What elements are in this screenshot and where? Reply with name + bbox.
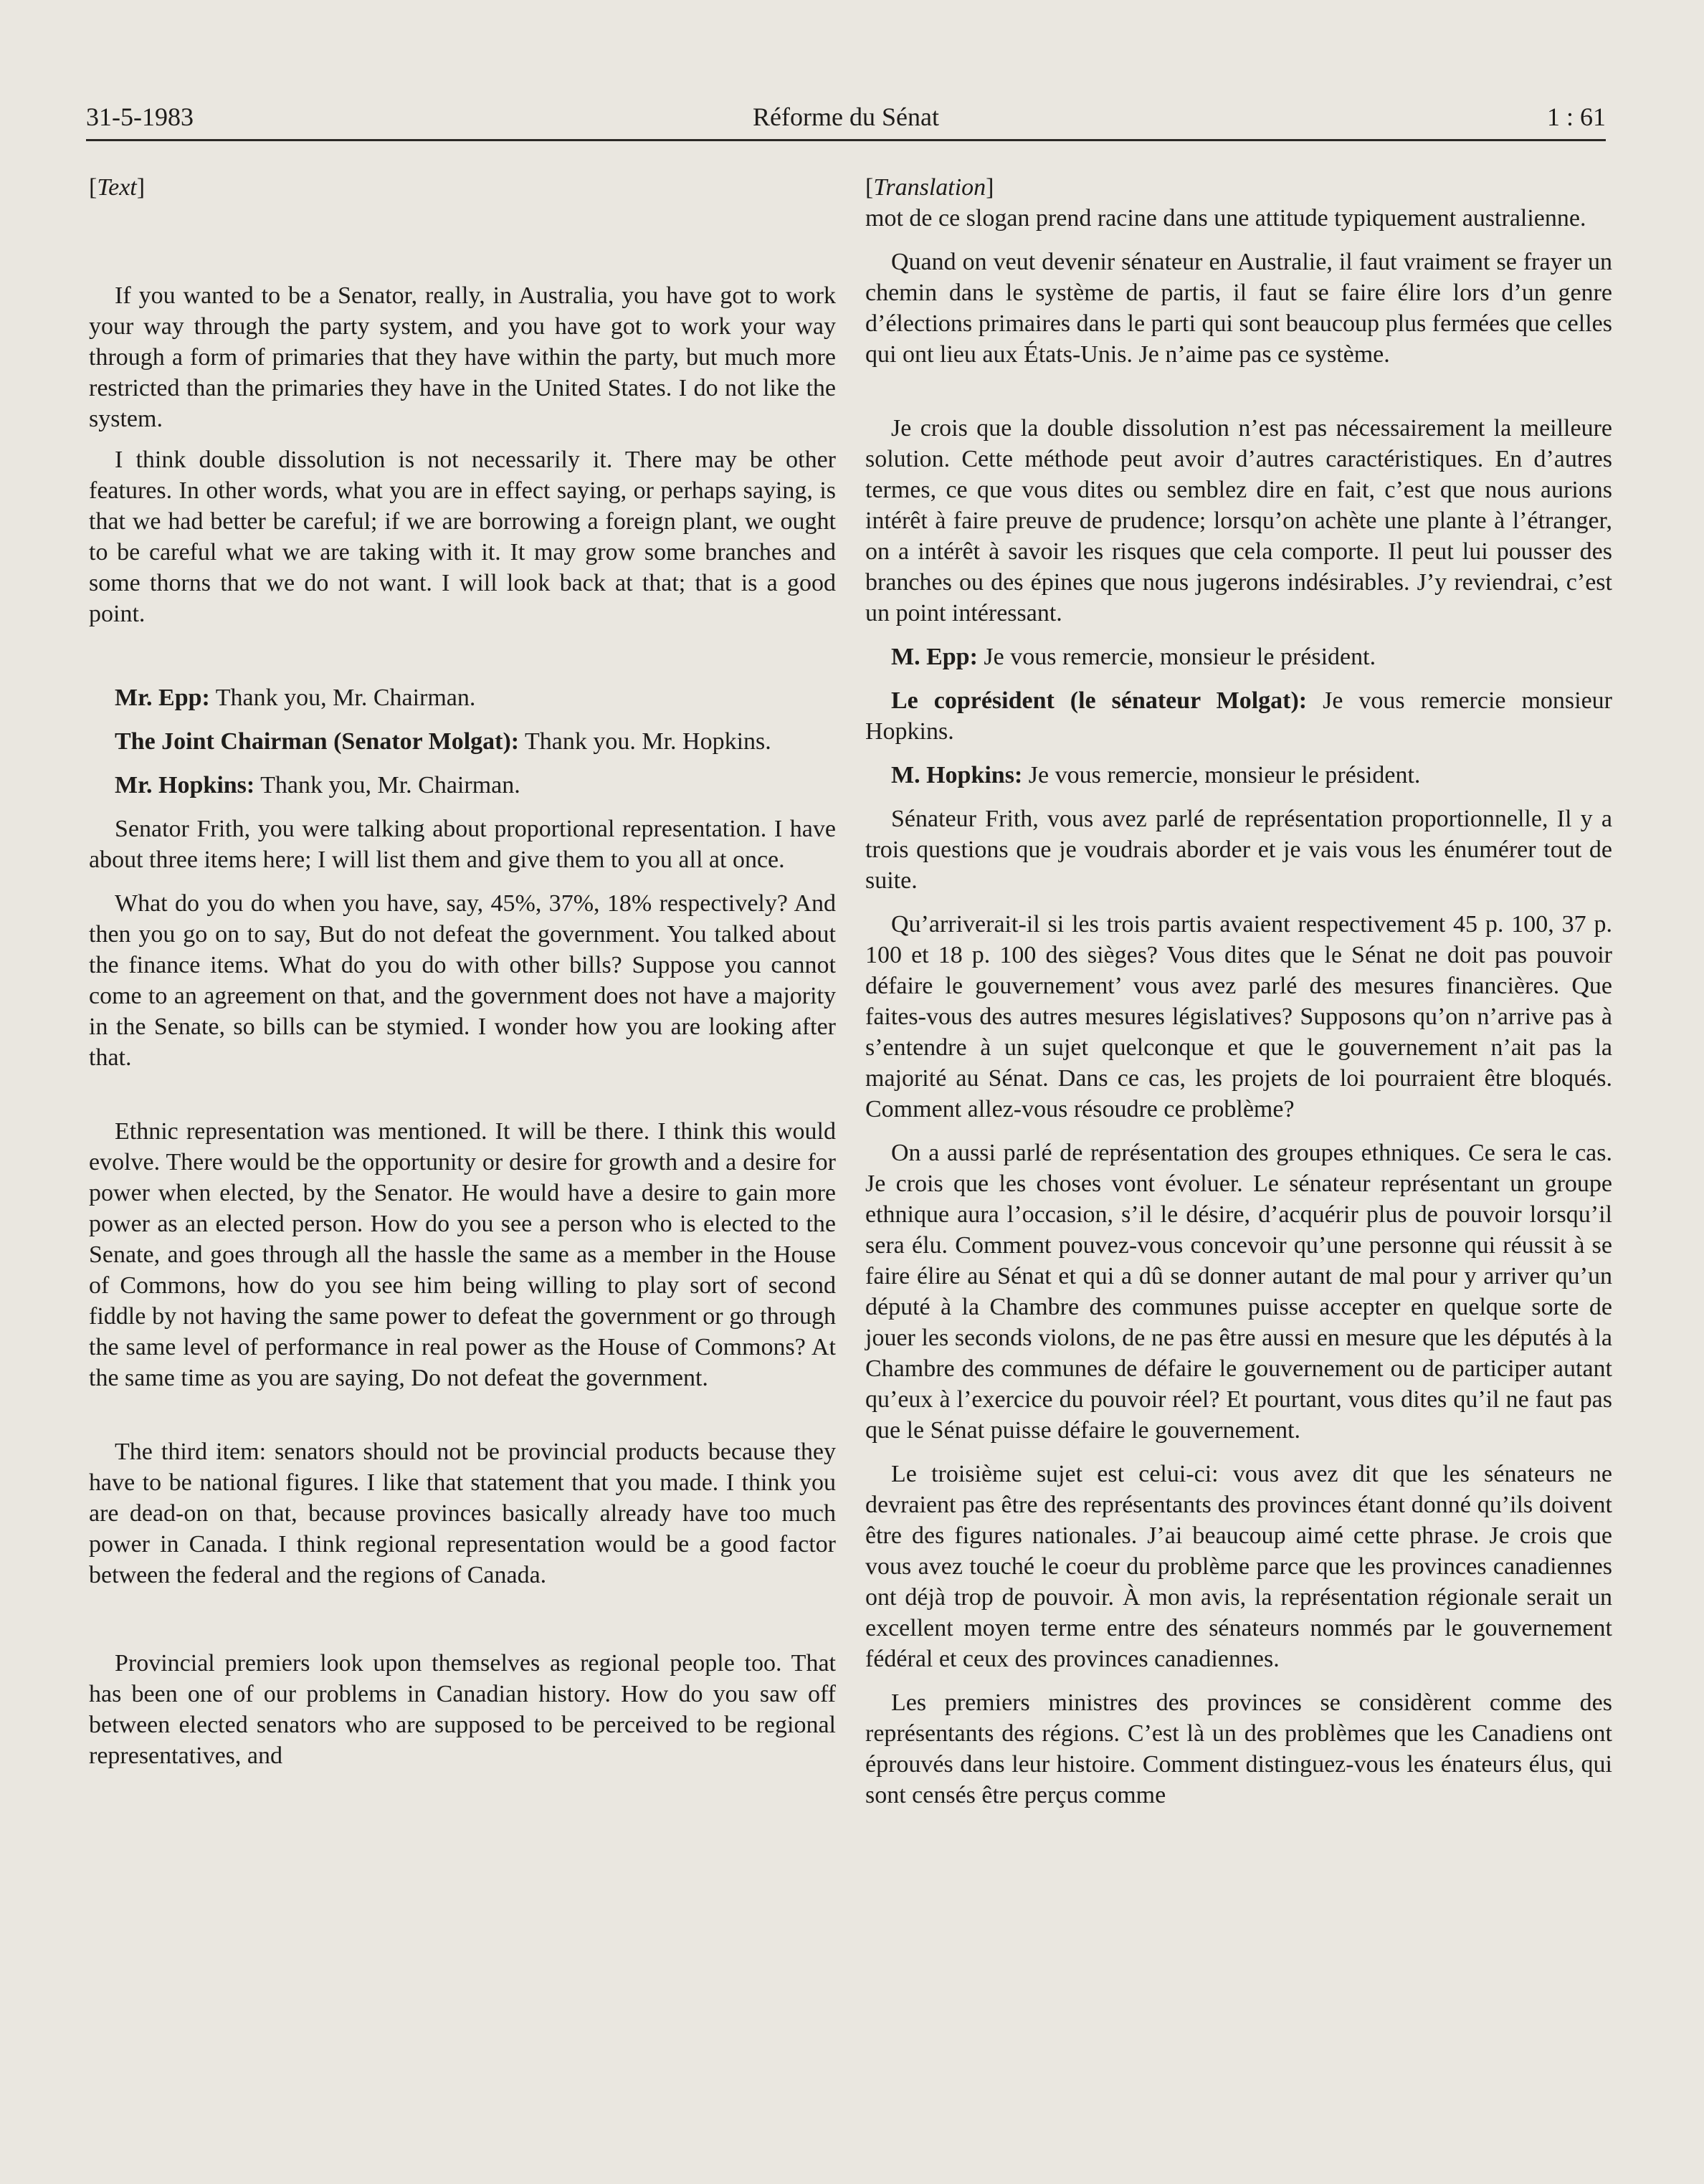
fr-continuation: mot de ce slogan prend racine dans une attitude typiquement australienne. [865,205,1586,232]
en-speech-chair: The Joint Chairman (Senator Molgat): Thank you. Mr. Hopkins. [115,728,771,755]
fr-speech-hopkins: M. Hopkins: Je vous remercie, monsieur le président. [891,762,1421,788]
fr-paragraph: Quand on veut devenir sénateur en Australie, il faut vraiment se frayer un chemin dans le système de partis, il faut se faire élire lors d’un genre d’élections primaires dans le parti qui sont beaucoup plus fermées que celles qui ont lieu aux États-Unis. Je n’aime pas ce système. [865,249,1612,368]
speaker-name: Le coprésident (le sénateur Molgat): [891,687,1308,714]
en-paragraph: Senator Frith, you were talking about proportional representation. I have about three items here; I will list them and give them to you all at once. [89,816,836,873]
en-paragraph: I think double dissolution is not necessarily it. There may be other features. In other words, what you are in effect saying, or perhaps saying, is that we had better be careful; if we are borrowing a foreign plant, we ought to be careful what we are taking with it. It may grow some branches and some thorns that we do not want. I will look back at that; that is a good point. [89,447,836,627]
en-paragraph: The third item: senators should not be provincial products because they have to be national figures. I like that statement that you made. I think you are dead-on on that, because provinces basically already have too much power in Canada. I think regional representation would be a good factor between the federal and the regions of Canada. [89,1439,836,1588]
header-date: 31-5-1983 [86,102,194,131]
text-label: [Text] [89,174,146,201]
speaker-name: M. Hopkins: [891,762,1023,788]
fr-paragraph: Je crois que la double dissolution n’est pas nécessairement la meilleure solution. Cette méthode peut avoir d’autres caractéristiques. En d’autres termes, ce que vous dites ou semblez dire en fait, c’est que nous aurions intérêt à faire preuve de prudence; lorsqu’on achète une plante à l’étranger, on a intérêt à savoir les risques que cela comporte. Il peut lui pousser des branches ou des épines que nous jugerons indésirables. J’y reviendrai, c’est un point intéressant. [865,415,1612,626]
header-rule [86,139,1606,141]
page-header [86,102,1606,139]
fr-paragraph: On a aussi parlé de représentation des groupes ethniques. Ce sera le cas. Je crois que les choses vont évoluer. Le sénateur représentant un groupe ethnique aura l’occasion, s’il le désire, d’acquérir plus de pouvoir lorsqu’il sera élu. Comment pouvez-vous concevoir qu’une personne qui réussit à se faire élire au Sénat et qui a dû se donner autant de mal pour y arriver qu’un député à la Chambre des communes puisse accepter en quelque sorte de jouer les seconds violons, de ne pas être aussi en mesure que les députés à la Chambre des communes de défaire le gouvernement ou de participer autant qu’eux à l’exercice du pouvoir réel? Et pourtant, vous dites qu’il ne faut pas que le Sénat puisse défaire le gouvernement. [865,1140,1612,1444]
speaker-name: The Joint Chairman (Senator Molgat): [115,728,520,755]
speaker-name: Mr. Epp: [115,685,210,711]
fr-speech-chair: Le coprésident (le sénateur Molgat): Je vous remercie monsieur Hopkins. [865,687,1612,745]
header-page-number: 1 : 61 [1546,102,1606,131]
speaker-name: M. Epp: [891,644,978,670]
en-paragraph: Provincial premiers look upon themselves as regional people too. That has been one of our problems in Canadian history. How do you saw off between elected senators who are supposed to be perceived to be regional representatives, and [89,1650,836,1769]
fr-paragraph: Sénateur Frith, vous avez parlé de représentation proportionnelle, Il y a trois questions que je voudrais aborder et je vais vous les énumérer tout de suite. [865,806,1612,894]
header-title: Réforme du Sénat [753,102,939,131]
fr-paragraph: Les premiers ministres des provinces se considèrent comme des représentants des régions. C’est là un des problèmes que les Canadiens ont éprouvés dans leur histoire. Comment distinguez-vous les énateurs élus, qui sont censés être perçus comme [865,1689,1612,1808]
fr-paragraph: Qu’arriverait-il si les trois partis avaient respectivement 45 p. 100, 37 p. 100 et 18 p. 100 des sièges? Vous dites que le Sénat ne doit pas pouvoir défaire le gouvernement’ vous avez parlé des mesures financières. Que faites-vous des autres mesures législatives? Supposons qu’on n’arrive pas à s’entendre à un sujet quelconque et que le gouvernement n’ait pas la majorité au Sénat. Dans ce cas, les projets de loi pourraient être bloqués. Comment allez-vous résoudre ce problème? [865,911,1612,1122]
french-column [865,172,1612,1811]
fr-speech-epp: M. Epp: Je vous remercie, monsieur le président. [891,644,1376,670]
en-speech-epp: Mr. Epp: Thank you, Mr. Chairman. [115,685,476,711]
fr-paragraph: Le troisième sujet est celui-ci: vous avez dit que les sénateurs ne devraient pas être des représentants des provinces étant donné qu’ils doivent être des figures nationales. J’ai beaucoup aimé cette phrase. Je crois que vous avez touché le coeur du problème parce que les provinces canadiennes ont déjà trop de pouvoir. À mon avis, la représentation régionale serait un excellent moyen terme entre des sénateurs nommés par le gouvernement fédéral et ceux des provinces canadiennes. [865,1461,1612,1672]
en-paragraph: Ethnic representation was mentioned. It will be there. I think this would evolve. There would be the opportunity or desire for growth and a desire for power when elected, by the Senator. He would have a desire to gain more power as an elected person. How do you see a person who is elected to the Senate, and goes through all the hassle the same as a member in the House of Commons, how do you see him being willing to play sort of second fiddle by not having the same power to defeat the government or go through the same level of performance in real power as the House of Commons? At the same time as you are saying, Do not defeat the government. [89,1118,836,1391]
english-column [89,172,836,1771]
en-paragraph: What do you do when you have, say, 45%, 37%, 18% respectively? And then you go on to say, But do not defeat the government. You talked about the finance items. What do you do with other bills? Suppose you cannot come to an agreement on that, and the government does not have a majority in the Senate, so bills can be stymied. I wonder how you are looking after that. [89,890,836,1071]
translation-label: [Translation] [865,174,994,201]
en-speech-hopkins: Mr. Hopkins: Thank you, Mr. Chairman. [115,772,520,798]
en-paragraph: If you wanted to be a Senator, really, in Australia, you have got to work your way through the party system, and you have got to work your way through a form of primaries that they have within the party, but much more restricted than the primaries they have in the United States. I do not like the system. [89,282,836,432]
speaker-name: Mr. Hopkins: [115,772,255,798]
